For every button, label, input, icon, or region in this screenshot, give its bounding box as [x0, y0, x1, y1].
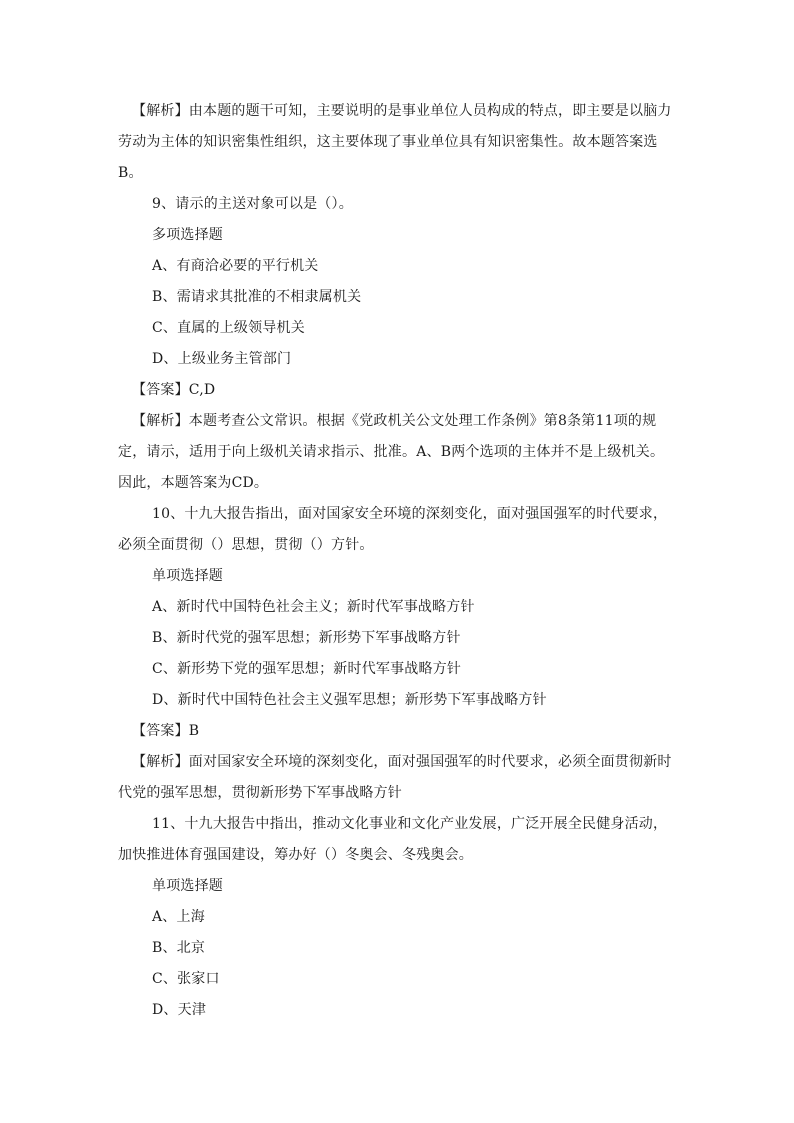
option-b: B、需请求其批准的不相隶属机关: [152, 289, 362, 305]
answer-line: 【答案】B: [132, 723, 200, 739]
question-stem: 10、十九大报告指出，面对国家安全环境的深刻变化，面对强国强军的时代要求，必须全面贯彻（）思想，贯彻（）方针。: [118, 506, 668, 553]
option-c: C、直属的上级领导机关: [152, 320, 305, 336]
option-a: A、新时代中国特色社会主义；新时代军事战略方针: [152, 599, 475, 615]
option-a: A、上海: [152, 909, 205, 925]
option-a: A、有商洽必要的平行机关: [152, 258, 319, 274]
question-type: 多项选择题: [152, 227, 223, 243]
option-b: B、新时代党的强军思想；新形势下军事战略方针: [152, 630, 461, 646]
option-c: C、新形势下党的强军思想；新时代军事战略方针: [152, 661, 462, 677]
document-body: [118, 96, 678, 1026]
question-stem: 11、十九大报告中指出，推动文化事业和文化产业发展，广泛开展全民健身活动，加快推进体育强国建设，筹办好（）冬奥会、冬残奥会。: [118, 816, 668, 863]
option-d: D、上级业务主管部门: [152, 351, 292, 367]
analysis-paragraph: 【解析】由本题的题干可知，主要说明的是事业单位人员构成的特点，即主要是以脑力劳动为主体的知识密集性组织，这主要体现了事业单位具有知识密集性。故本题答案选B。: [118, 103, 672, 181]
question-type: 单项选择题: [152, 568, 223, 584]
question-type: 单项选择题: [152, 878, 223, 894]
option-d: D、新时代中国特色社会主义强军思想；新形势下军事战略方针: [152, 692, 547, 708]
option-c: C、张家口: [152, 971, 220, 987]
option-b: B、北京: [152, 940, 206, 956]
question-stem: 9、请示的主送对象可以是（）。: [152, 196, 353, 212]
option-d: D、天津: [152, 1002, 207, 1018]
answer-line: 【答案】C,D: [132, 382, 216, 398]
analysis-paragraph: 【解析】面对国家安全环境的深刻变化，面对强国强军的时代要求，必须全面贯彻新时代党的强军思想，贯彻新形势下军事战略方针: [118, 754, 672, 801]
analysis-paragraph: 【解析】本题考查公文常识。根据《党政机关公文处理工作条例》第8条第11项的规定，请示，适用于向上级机关请求指示、批准。A、B两个选项的主体并不是上级机关。因此，本题答案为CD。: [118, 413, 665, 491]
